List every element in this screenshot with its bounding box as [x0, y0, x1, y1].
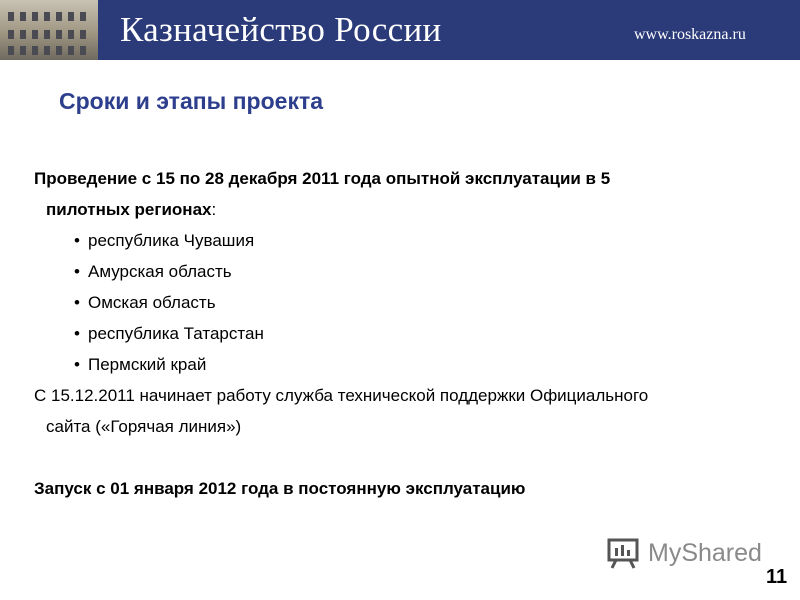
watermark-text: MyShared [648, 539, 762, 567]
regions-list [34, 225, 774, 380]
bullet: • [74, 355, 80, 374]
banner-title: Казначейство России [120, 10, 442, 49]
header-banner [0, 0, 800, 60]
intro-bold-end: пилотных регионах [46, 200, 212, 219]
page-number: 11 [766, 566, 788, 588]
list-item [74, 225, 774, 256]
bullet: • [74, 293, 80, 312]
intro-colon: : [211, 200, 217, 219]
region-name: Пермский край [88, 355, 207, 374]
list-item [74, 256, 774, 287]
launch-paragraph: Запуск с 01 января 2012 года в постоянную эксплуатацию [34, 479, 526, 498]
watermark [606, 536, 766, 572]
slide-content [34, 163, 774, 504]
slide-title: Сроки и этапы проекта [59, 88, 324, 114]
building-photo [0, 0, 98, 60]
banner-url: www.roskazna.ru [634, 26, 746, 43]
intro-line-1: Проведение с 15 по 28 декабря 2011 года опытной эксплуатации в 5 [34, 169, 611, 188]
support-line-2: сайта («Горячая линия») [46, 417, 242, 436]
spacer [34, 442, 774, 473]
bullet: • [74, 324, 80, 343]
region-name: Амурская область [88, 262, 232, 281]
region-name: республика Чувашия [88, 231, 255, 250]
list-item [74, 287, 774, 318]
bullet: • [74, 231, 80, 250]
support-line-1: С 15.12.2011 начинает работу служба технической поддержки Официального [34, 386, 649, 405]
region-name: республика Татарстан [88, 324, 264, 343]
intro-line-2 [34, 194, 774, 225]
bullet: • [74, 262, 80, 281]
support-paragraph [34, 380, 774, 442]
list-item [74, 318, 774, 349]
presentation-board-icon [606, 536, 640, 570]
list-item [74, 349, 774, 380]
region-name: Омская область [88, 293, 216, 312]
intro-paragraph [34, 163, 774, 225]
